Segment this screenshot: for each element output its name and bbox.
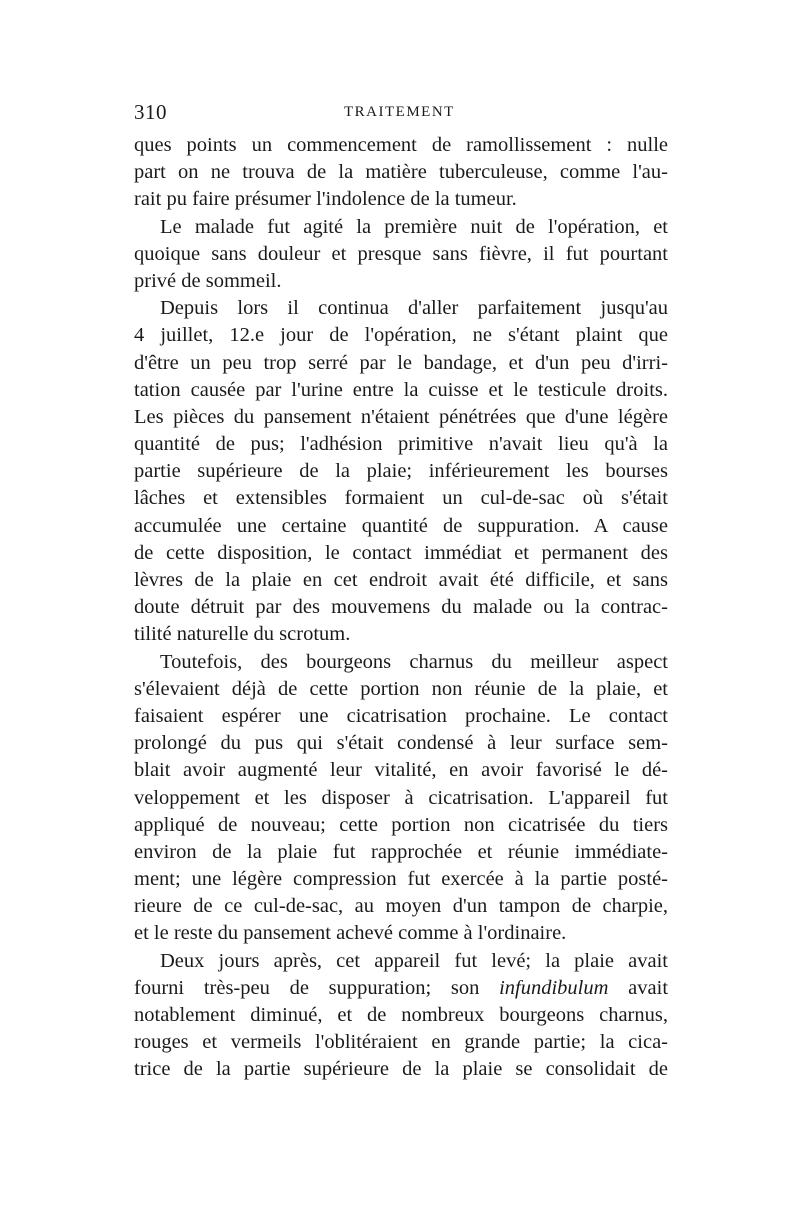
text-line: rieure de ce cul-de-sac, au moyen d'un tampon de charpie, [134, 895, 668, 918]
italic-term: infundibulum [499, 976, 609, 999]
paragraph-first-line: Le malade fut agité la première nuit de l'opération, et [160, 215, 668, 238]
text-line: faisaient espérer une cicatrisation prochaine. Le contact [134, 704, 668, 727]
text-line: tation causée par l'urine entre la cuisse et le testicule droits. [134, 378, 668, 401]
text-line: privé de sommeil. [134, 269, 282, 292]
text-line: blait avoir augmenté leur vitalité, en avoir favorisé le dé- [134, 759, 668, 782]
text-line: de cette disposition, le contact immédiat et permanent des [134, 541, 668, 564]
text-line: prolongé du pus qui s'était condensé à leur surface sem- [134, 732, 668, 755]
text-line: lèvres de la plaie en cet endroit avait été difficile, et sans [134, 569, 668, 591]
text-fragment: avait [628, 976, 669, 999]
text-line: quoique sans douleur et presque sans fièvre, il fut pourtant [134, 242, 668, 265]
text-line: ques points un commencement de ramollissement : nulle [134, 134, 668, 156]
text-line: 4 juillet, 12.e jour de l'opération, ne s'étant plaint que [134, 324, 668, 347]
paragraph-first-line: Deux jours après, cet appareil fut levé; la plaie avait [160, 949, 668, 972]
text-line-with-italic [134, 975, 668, 1002]
text-line: environ de la plaie fut rapprochée et réunie immédiate- [134, 840, 668, 863]
text-line: et le reste du pansement achevé comme à l'ordinaire. [134, 922, 567, 945]
text-fragment: fourni très-peu de suppuration; son [134, 976, 480, 999]
text-line: part on ne trouva de la matière tuberculeuse, comme l'au- [134, 161, 668, 184]
text-line: notablement diminué, et de nombreux bourgeons charnus, [134, 1004, 668, 1026]
text-line: d'être un peu trop serré par le bandage, et d'un peu d'irri- [134, 351, 668, 374]
page-number: 310 [134, 100, 167, 124]
text-line: Les pièces du pansement n'étaient pénétrées que d'une légère [134, 405, 668, 428]
running-title: TRAITEMENT [344, 104, 455, 120]
paragraph-first-line: Toutefois, des bourgeons charnus du meilleur aspect [160, 650, 668, 673]
running-head [134, 100, 668, 126]
text-line: trice de la partie supérieure de la plaie se consolidait de [134, 1058, 668, 1081]
text-line: lâches et extensibles formaient un cul-de-sac où s'était [134, 487, 668, 510]
text-line: s'élevaient déjà de cette portion non réunie de la plaie, et [134, 677, 668, 700]
text-line: appliqué de nouveau; cette portion non cicatrisée du tiers [134, 813, 668, 836]
text-line: veloppement et les disposer à cicatrisation. L'appareil fut [134, 786, 668, 809]
text-line: doute détruit par des mouvemens du malade ou la contrac- [134, 596, 668, 619]
text-line: partie supérieure de la plaie; inférieurement les bourses [134, 460, 668, 483]
paragraph-first-line: Depuis lors il continua d'aller parfaitement jusqu'au [160, 297, 668, 320]
text-line: rouges et vermeils l'oblitéraient en grande partie; la cica- [134, 1031, 668, 1054]
text-line: tilité naturelle du scrotum. [134, 623, 351, 646]
text-body [134, 132, 668, 1084]
text-line: quantité de pus; l'adhésion primitive n'avait lieu qu'à la [134, 433, 668, 456]
text-line: rait pu faire présumer l'indolence de la tumeur. [134, 188, 517, 211]
text-line: ment; une légère compression fut exercée à la partie posté- [134, 868, 668, 891]
text-line: accumulée une certaine quantité de suppuration. A cause [134, 514, 668, 537]
